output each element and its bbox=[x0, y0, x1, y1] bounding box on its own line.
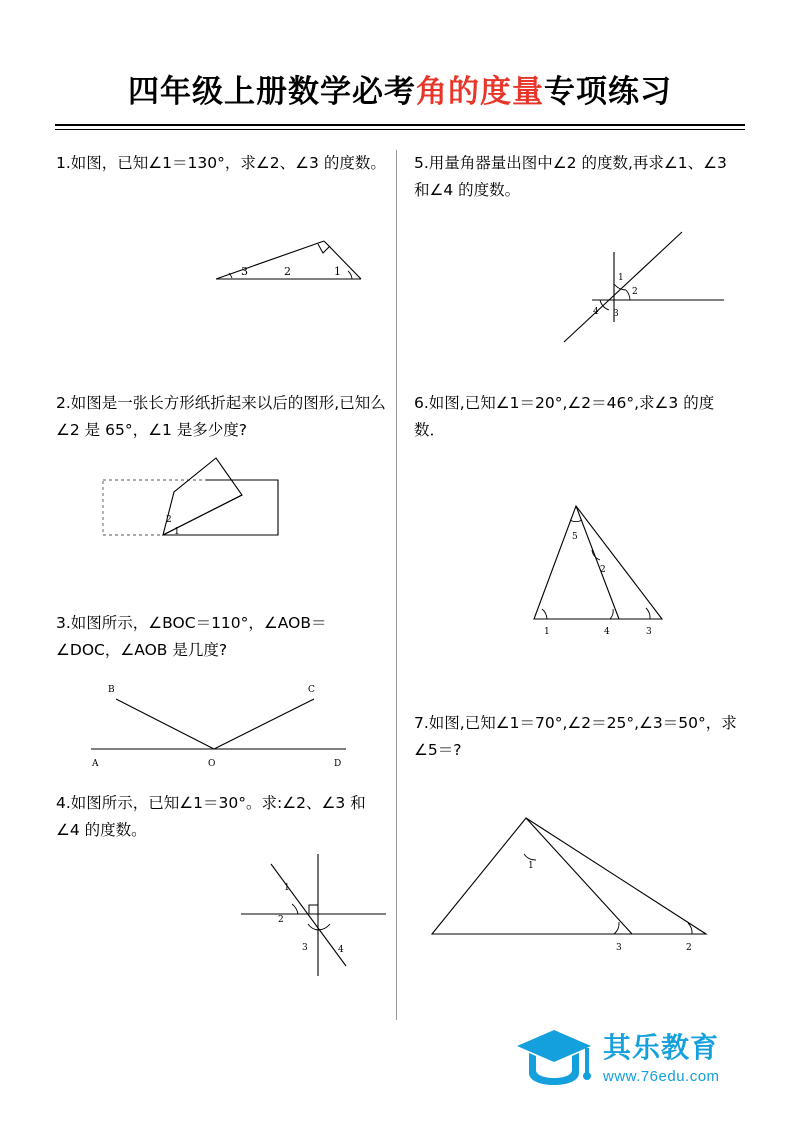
question-2-text: 2.如图是一张长方形纸折起来以后的图形,已知么∠2 是 65°，∠1 是多少度? bbox=[56, 394, 386, 439]
q7-label-2: 2 bbox=[686, 943, 692, 953]
q6-label-3: 3 bbox=[646, 627, 652, 637]
q5-label-1: 1 bbox=[618, 273, 624, 283]
q1-label-2: 2 bbox=[284, 265, 291, 278]
question-1 bbox=[56, 150, 386, 301]
question-4-text: 4.如图所示，已知∠1＝30°。求:∠2、∠3 和∠4 的度数。 bbox=[56, 794, 366, 839]
q3-label-D: D bbox=[334, 759, 342, 769]
brand-name: 其乐教育 bbox=[603, 1031, 720, 1064]
question-5-text: 5.用量角器量出图中∠2 的度数,再求∠1、∠3 和∠4 的度数。 bbox=[414, 154, 727, 199]
question-7-text: 7.如图,已知∠1＝70°,∠2＝25°,∠3＝50°，求∠5＝? bbox=[414, 714, 737, 759]
question-6 bbox=[414, 390, 744, 654]
q3-label-O: O bbox=[208, 759, 216, 769]
q6-label-5: 5 bbox=[572, 532, 578, 542]
question-7-figure bbox=[414, 804, 744, 964]
title-part-after: 专项练习 bbox=[544, 74, 672, 110]
q2-label-2: 2 bbox=[166, 515, 172, 525]
q4-label-1: 1 bbox=[284, 883, 290, 893]
q5-label-2: 2 bbox=[632, 287, 638, 297]
q3-label-A: A bbox=[92, 759, 99, 769]
column-divider bbox=[396, 150, 397, 1020]
question-4-figure bbox=[56, 846, 386, 986]
question-3-text: 3.如图所示，∠BOC＝110°，∠AOB＝∠DOC，∠AOB 是几度? bbox=[56, 614, 327, 659]
q5-label-3: 3 bbox=[613, 309, 619, 319]
question-1-text: 1.如图，已知∠1＝130°，求∠2、∠3 的度数。 bbox=[56, 154, 386, 172]
brand-url: www.76edu.com bbox=[603, 1068, 720, 1085]
question-7 bbox=[414, 710, 744, 964]
question-5 bbox=[414, 150, 744, 352]
question-1-figure bbox=[56, 181, 386, 301]
q4-label-4: 4 bbox=[338, 945, 344, 955]
question-3-figure bbox=[56, 674, 386, 784]
q1-label-3: 3 bbox=[241, 265, 248, 278]
footer-logo bbox=[515, 1020, 755, 1106]
title-divider-thin bbox=[55, 129, 745, 130]
q7-label-1: 1 bbox=[528, 861, 534, 871]
question-2 bbox=[56, 390, 386, 570]
q7-label-3: 3 bbox=[616, 943, 622, 953]
title-part-before: 四年级上册数学必考 bbox=[128, 74, 416, 110]
q3-label-B: B bbox=[108, 685, 115, 695]
question-4 bbox=[56, 790, 386, 986]
question-3 bbox=[56, 610, 386, 784]
q5-label-4: 4 bbox=[593, 307, 599, 317]
page-title bbox=[55, 72, 745, 112]
question-5-figure bbox=[414, 212, 744, 352]
q2-label-1: 1 bbox=[174, 527, 180, 537]
q3-label-C: C bbox=[308, 685, 315, 695]
question-2-figure bbox=[56, 450, 386, 570]
q6-label-2: 2 bbox=[600, 565, 606, 575]
question-6-text: 6.如图,已知∠1＝20°,∠2＝46°,求∠3 的度数． bbox=[414, 394, 715, 439]
question-6-figure bbox=[414, 494, 744, 654]
q4-label-3: 3 bbox=[302, 943, 308, 953]
q1-label-1: 1 bbox=[334, 265, 341, 278]
q6-label-4: 4 bbox=[604, 627, 610, 637]
graduation-cap-icon bbox=[515, 1026, 593, 1088]
title-highlight: 角的度量 bbox=[416, 74, 544, 110]
title-divider-thick bbox=[55, 124, 745, 126]
q6-label-1: 1 bbox=[544, 627, 550, 637]
q4-label-2: 2 bbox=[278, 915, 284, 925]
